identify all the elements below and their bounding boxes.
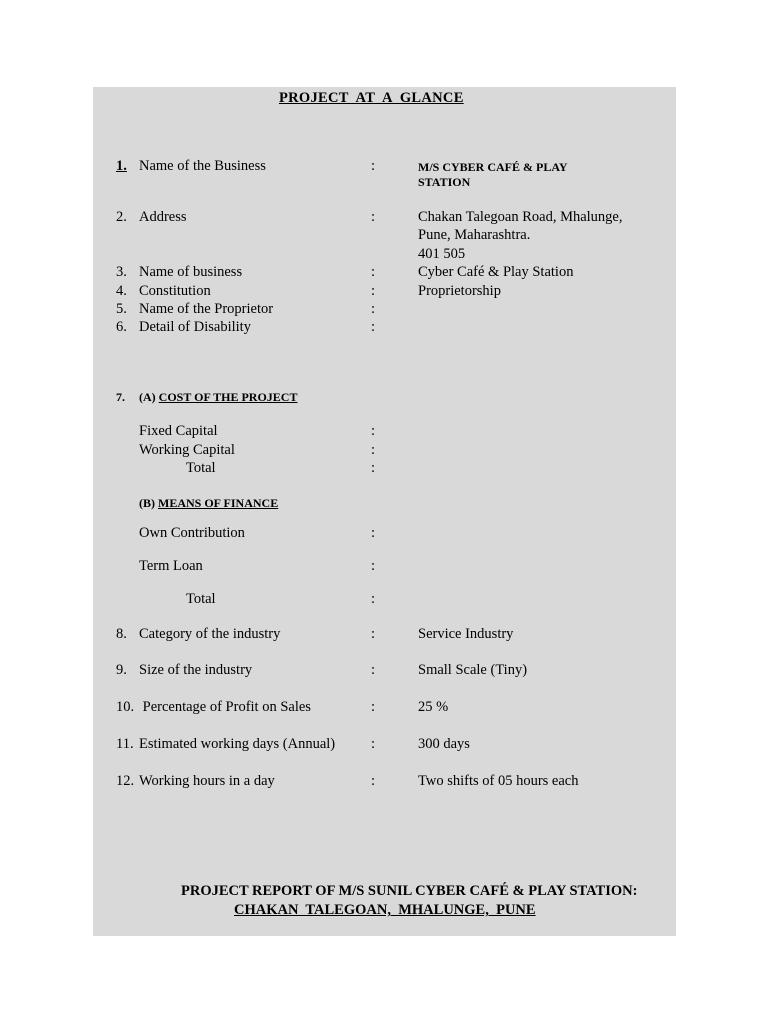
- section-number: 7.: [116, 390, 125, 404]
- item-number: 2.: [116, 209, 127, 225]
- cost-total-label: Total: [186, 460, 216, 476]
- finance-colon: :: [371, 525, 376, 541]
- item-colon: :: [371, 209, 376, 225]
- item-colon: :: [371, 264, 376, 280]
- item-number: 11.: [116, 736, 134, 752]
- section-b-prefix: (B): [139, 496, 155, 510]
- item-number: 4.: [116, 283, 127, 299]
- section-a-heading: [139, 388, 297, 406]
- item-colon: :: [371, 319, 376, 335]
- item-label: Estimated working days (Annual): [139, 736, 336, 752]
- item-colon: :: [371, 736, 376, 752]
- section-b-title: MEANS OF FINANCE: [158, 496, 279, 510]
- item-value: M/S CYBER CAFÉ & PLAY: [418, 160, 568, 174]
- item-label: Name of business: [139, 264, 243, 280]
- item-value: 300 days: [418, 736, 470, 752]
- item-value: 25 %: [418, 699, 449, 715]
- section-a-prefix: (A): [139, 390, 156, 404]
- item-value: Two shifts of 05 hours each: [418, 773, 579, 789]
- page-title: PROJECT AT A GLANCE: [279, 90, 464, 106]
- finance-colon: :: [371, 558, 376, 574]
- item-colon: :: [371, 158, 376, 174]
- item-number: 5.: [116, 301, 127, 317]
- item-value: Chakan Talegoan Road, Mhalunge,: [418, 209, 623, 225]
- section-a-title: COST OF THE PROJECT: [158, 390, 298, 404]
- item-number: 10.: [116, 699, 135, 715]
- item-colon: :: [371, 699, 376, 715]
- item-number: 9.: [116, 662, 127, 678]
- item-number: 12.: [116, 773, 135, 789]
- finance-total-label: Total: [186, 591, 216, 607]
- item-value: Proprietorship: [418, 283, 501, 299]
- item-number: 8.: [116, 626, 127, 642]
- item-number: 6.: [116, 319, 127, 335]
- item-value: Small Scale (Tiny): [418, 662, 528, 678]
- item-value: STATION: [418, 175, 471, 189]
- cost-colon: :: [371, 460, 376, 476]
- item-label: Name of the Proprietor: [139, 301, 274, 317]
- item-colon: :: [371, 662, 376, 678]
- item-colon: :: [371, 283, 376, 299]
- item-number: 3.: [116, 264, 127, 280]
- finance-colon: :: [371, 591, 376, 607]
- report-footer-line2: CHAKAN TALEGOAN, MHALUNGE, PUNE: [234, 902, 536, 918]
- item-label: Category of the industry: [139, 626, 281, 642]
- item-value: Pune, Maharashtra.: [418, 227, 531, 243]
- section-b-heading: [139, 494, 278, 512]
- item-colon: :: [371, 301, 376, 317]
- cost-colon: :: [371, 423, 376, 439]
- item-value: Service Industry: [418, 626, 514, 642]
- cost-colon: :: [371, 442, 376, 458]
- finance-label: Own Contribution: [139, 525, 245, 541]
- cost-label: Fixed Capital: [139, 423, 218, 439]
- item-colon: :: [371, 773, 376, 789]
- item-colon: :: [371, 626, 376, 642]
- item-label: Size of the industry: [139, 662, 253, 678]
- item-value: Cyber Café & Play Station: [418, 264, 574, 280]
- finance-label: Term Loan: [139, 558, 203, 574]
- item-label: Address: [139, 209, 187, 225]
- item-label: Name of the Business: [139, 158, 266, 174]
- cost-label: Working Capital: [139, 442, 235, 458]
- report-footer-line1: PROJECT REPORT OF M/S SUNIL CYBER CAFÉ & PLAY STATION:: [181, 883, 638, 899]
- item-label: Working hours in a day: [139, 773, 275, 789]
- item-label: Detail of Disability: [139, 319, 251, 335]
- item-label: Constitution: [139, 283, 211, 299]
- item-value: 401 505: [418, 246, 466, 262]
- item-number: 1.: [116, 158, 127, 174]
- item-label: Percentage of Profit on Sales: [139, 699, 311, 715]
